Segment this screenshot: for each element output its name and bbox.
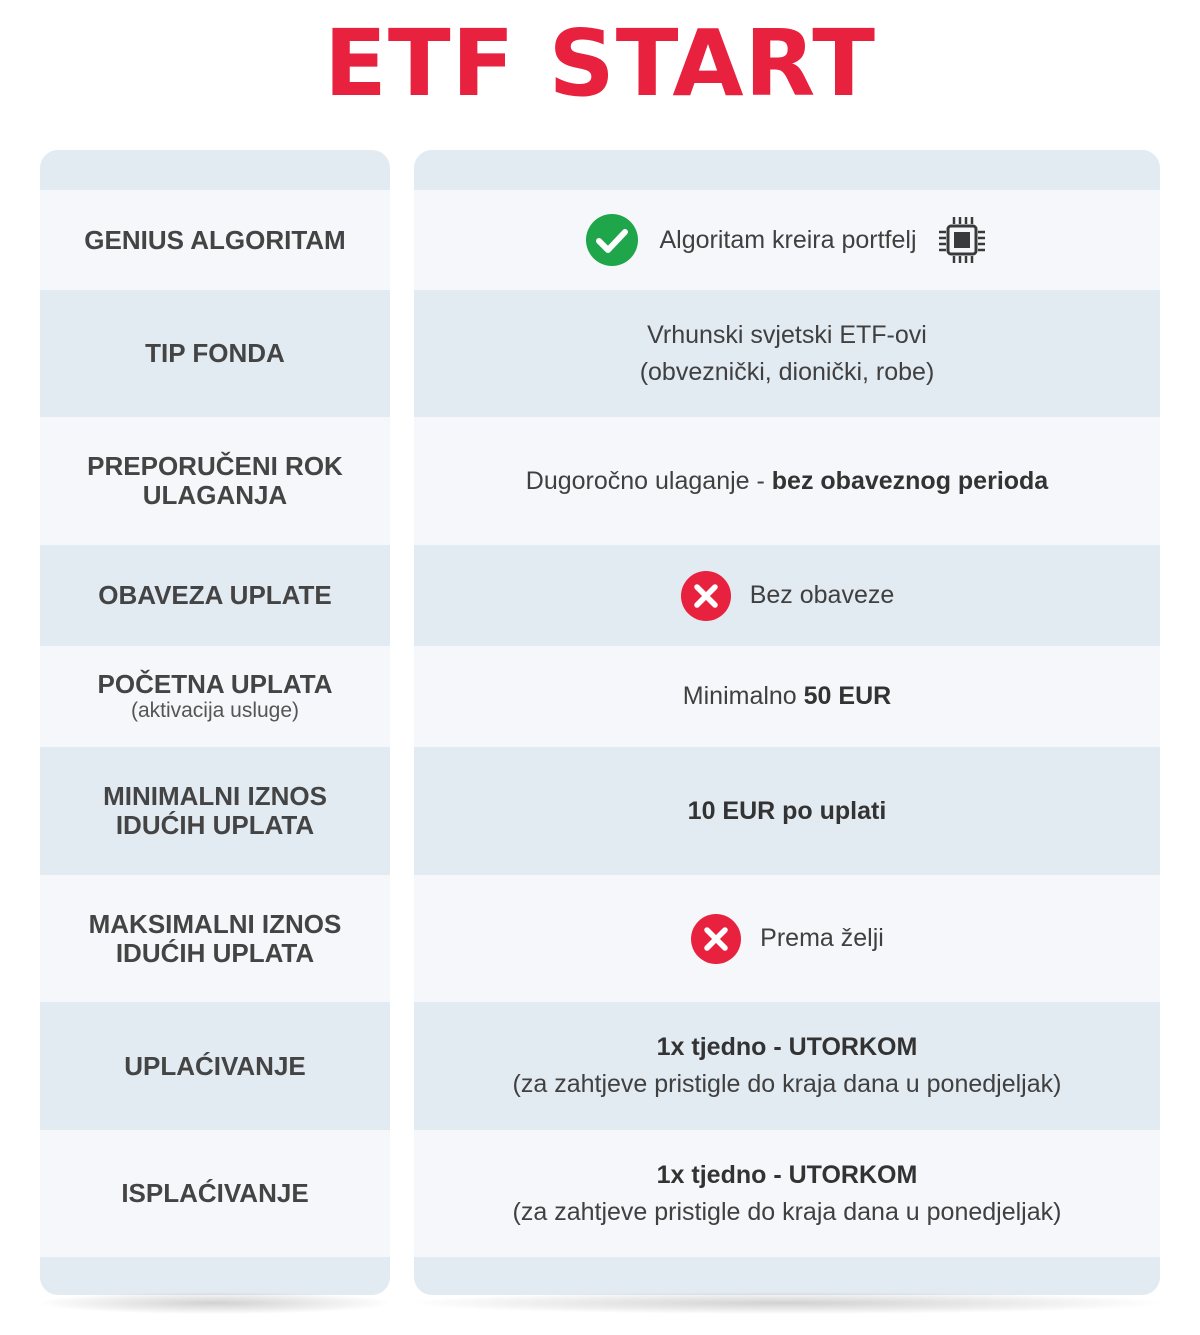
row-value bbox=[493, 1029, 1082, 1103]
x-circle-icon bbox=[680, 570, 732, 622]
value-cell-maksimalni-iznos bbox=[414, 875, 1160, 1002]
row-label: ISPLAĆIVANJE bbox=[121, 1178, 309, 1208]
row-value bbox=[670, 913, 904, 965]
chip-icon bbox=[935, 213, 989, 267]
row-label bbox=[67, 452, 363, 510]
label-cell-minimalni-iznos bbox=[40, 747, 390, 875]
label-cell-genius-algoritam bbox=[40, 190, 390, 290]
label-cell-obaveza-uplate bbox=[40, 545, 390, 646]
value-cell-preporuceni-rok bbox=[414, 417, 1160, 545]
row-label-line: PREPORUČENI ROK bbox=[87, 451, 343, 481]
row-value-line: (za zahtjeve pristigle do kraja dana u ponedjeljak) bbox=[512, 1070, 1062, 1098]
row-value-text: Bez obaveze bbox=[749, 581, 895, 609]
row-label: GENIUS ALGORITAM bbox=[84, 224, 346, 255]
label-cell-isplacivanje bbox=[40, 1130, 390, 1257]
column-shadow bbox=[414, 1292, 1160, 1314]
value-cell-genius-algoritam bbox=[414, 190, 1160, 290]
label-cell-preporuceni-rok bbox=[40, 417, 390, 545]
row-label-line: ULAGANJA bbox=[142, 480, 288, 510]
x-circle-icon bbox=[690, 913, 742, 965]
row-value-emphasis: 10 EUR po uplati bbox=[687, 796, 887, 825]
row-value bbox=[506, 463, 1068, 500]
column-footer bbox=[414, 1257, 1160, 1295]
row-value-text: Minimalno bbox=[682, 682, 804, 710]
row-label-line: POČETNA UPLATA bbox=[97, 669, 333, 699]
row-label: TIP FONDA bbox=[145, 338, 285, 368]
row-value bbox=[493, 1157, 1082, 1231]
row-label bbox=[83, 782, 347, 840]
row-label: UPLAĆIVANJE bbox=[124, 1050, 306, 1081]
row-value-line: Vrhunski svjetski ETF-ovi bbox=[647, 320, 927, 349]
check-circle-icon bbox=[585, 213, 639, 267]
row-value bbox=[668, 793, 907, 830]
row-value-line: (obveznički, dionički, robe) bbox=[639, 357, 935, 386]
column-header bbox=[40, 150, 390, 190]
value-column bbox=[414, 150, 1160, 1295]
label-cell-maksimalni-iznos bbox=[40, 875, 390, 1002]
column-header bbox=[414, 150, 1160, 190]
row-label-line: IDUĆIH UPLATA bbox=[115, 810, 315, 840]
row-sublabel: (aktivacija usluge) bbox=[130, 699, 300, 722]
label-column bbox=[40, 150, 390, 1295]
column-footer bbox=[40, 1257, 390, 1295]
value-cell-isplacivanje bbox=[414, 1130, 1160, 1257]
row-label: OBAVEZA UPLATE bbox=[98, 580, 332, 610]
label-cell-tip-fonda bbox=[40, 290, 390, 417]
row-value-text: Dugoročno ulaganje - bbox=[525, 466, 772, 495]
page-title: ETF START bbox=[323, 10, 876, 117]
value-cell-uplacivanje bbox=[414, 1002, 1160, 1130]
row-label bbox=[78, 670, 353, 723]
value-cell-obaveza-uplate bbox=[414, 545, 1160, 646]
label-cell-pocetna-uplata bbox=[40, 646, 390, 747]
row-label-line: IDUĆIH UPLATA bbox=[115, 937, 315, 968]
row-value-text: Prema želji bbox=[760, 924, 884, 952]
row-value-text: Algoritam kreira portfelj bbox=[659, 225, 917, 254]
value-cell-minimalni-iznos bbox=[414, 747, 1160, 875]
row-value-emphasis: 1x tjedno - UTORKOM bbox=[656, 1033, 918, 1061]
row-value bbox=[620, 317, 955, 391]
row-value-emphasis: 50 EUR bbox=[803, 682, 892, 710]
row-label-line: MINIMALNI IZNOS bbox=[103, 781, 327, 811]
value-cell-tip-fonda bbox=[414, 290, 1160, 417]
row-value-line: (za zahtjeve pristigle do kraja dana u ponedjeljak) bbox=[512, 1197, 1062, 1226]
row-value-emphasis: bez obaveznog perioda bbox=[771, 466, 1049, 495]
column-shadow bbox=[40, 1292, 390, 1314]
row-label bbox=[69, 910, 362, 968]
row-value bbox=[663, 678, 911, 715]
value-cell-pocetna-uplata bbox=[414, 646, 1160, 747]
row-label-line: MAKSIMALNI IZNOS bbox=[88, 908, 342, 939]
row-value-emphasis: 1x tjedno - UTORKOM bbox=[656, 1160, 918, 1189]
label-cell-uplacivanje bbox=[40, 1002, 390, 1130]
row-value bbox=[660, 570, 915, 622]
row-value bbox=[565, 213, 1008, 267]
